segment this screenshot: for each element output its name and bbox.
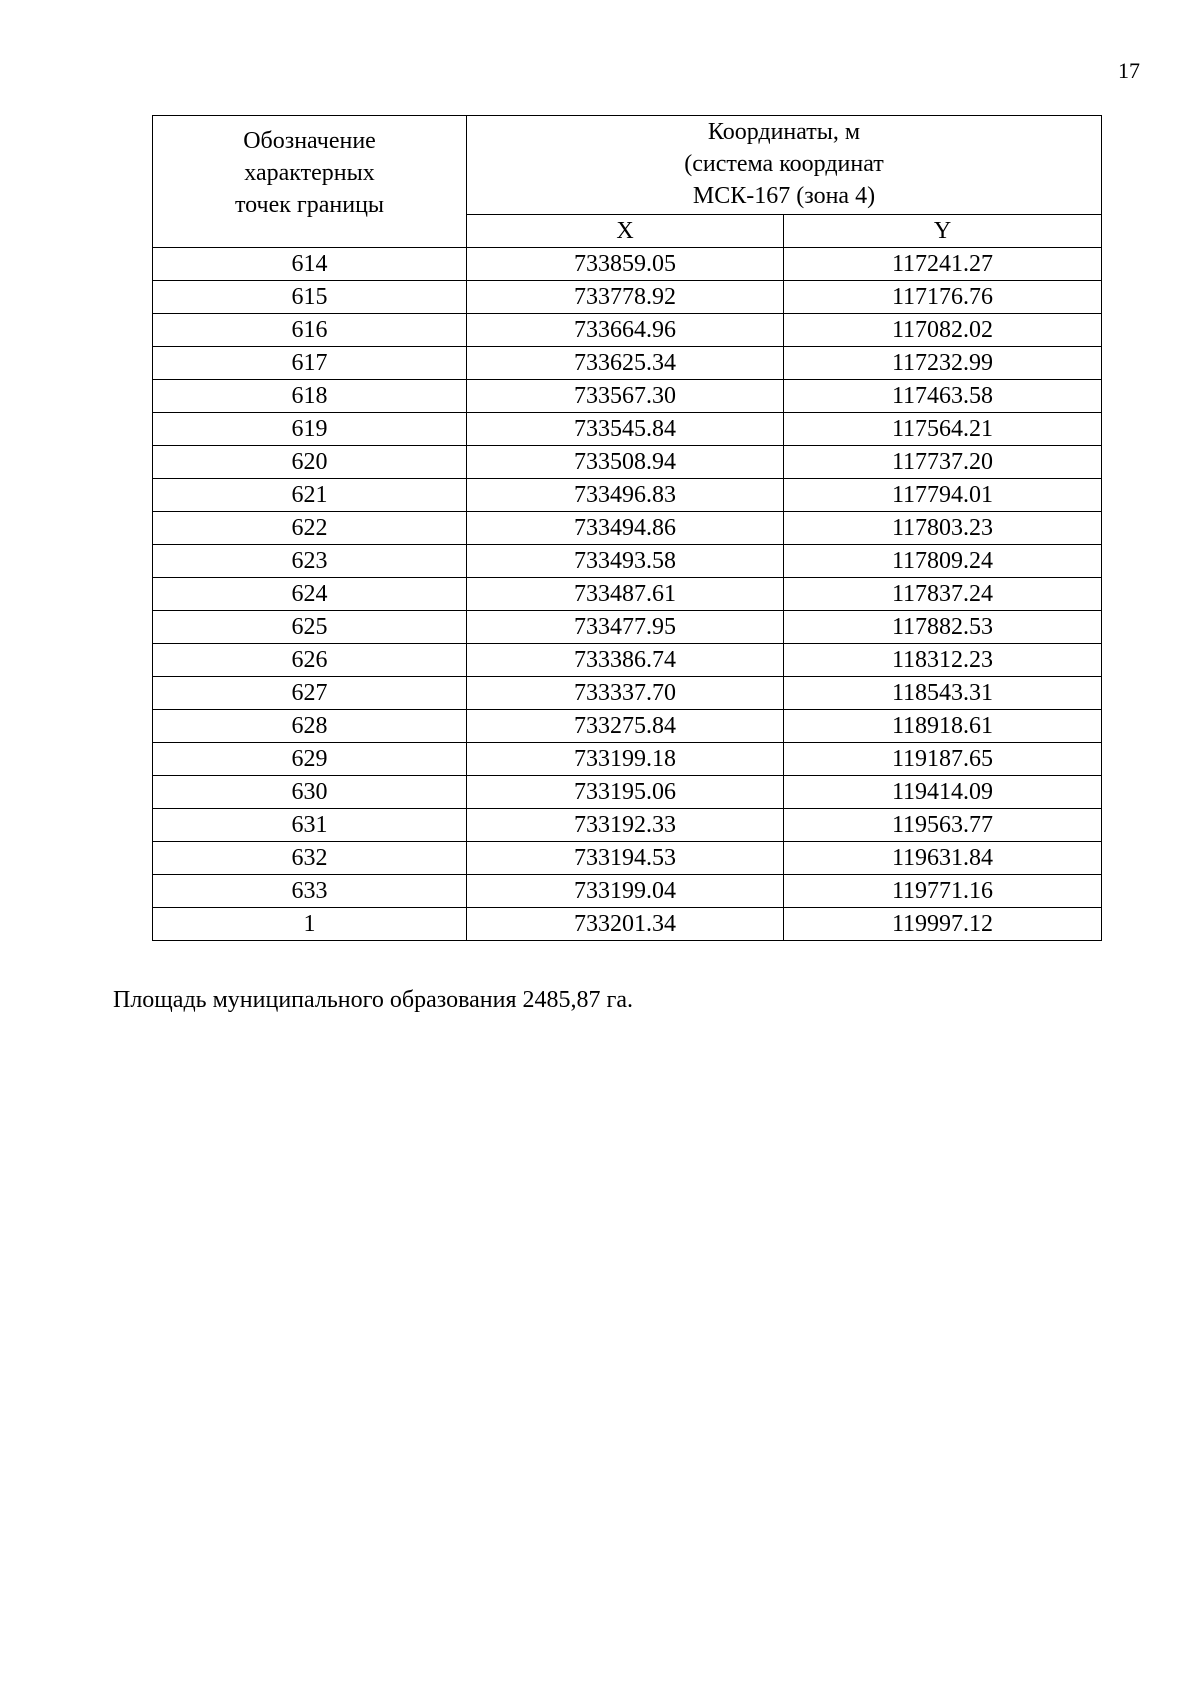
point-header-line: Обозначение [243, 127, 376, 154]
y-cell: 117241.27 [784, 248, 1102, 281]
x-cell: 733195.06 [467, 776, 784, 809]
x-cell: 733545.84 [467, 413, 784, 446]
point-cell: 633 [153, 875, 467, 908]
x-cell: 733778.92 [467, 281, 784, 314]
x-cell: 733199.18 [467, 743, 784, 776]
y-cell: 117463.58 [784, 380, 1102, 413]
y-cell: 119414.09 [784, 776, 1102, 809]
y-cell: 117082.02 [784, 314, 1102, 347]
x-cell: 733199.04 [467, 875, 784, 908]
y-cell: 117737.20 [784, 446, 1102, 479]
point-cell: 623 [153, 545, 467, 578]
point-header-line: точек границы [234, 191, 385, 218]
y-cell: 117564.21 [784, 413, 1102, 446]
table-row [153, 413, 1102, 446]
table-row [153, 446, 1102, 479]
point-cell: 620 [153, 446, 467, 479]
y-cell: 119187.65 [784, 743, 1102, 776]
point-cell: 630 [153, 776, 467, 809]
table-row [153, 281, 1102, 314]
coordinates-column-header [467, 116, 1102, 215]
table-row [153, 512, 1102, 545]
point-cell: 614 [153, 248, 467, 281]
x-cell: 733194.53 [467, 842, 784, 875]
x-cell: 733493.58 [467, 545, 784, 578]
y-cell: 118312.23 [784, 644, 1102, 677]
x-cell: 733386.74 [467, 644, 784, 677]
area-statement: Площадь муниципального образования 2485,87 га. [113, 987, 633, 1013]
table-row [153, 644, 1102, 677]
point-cell: 629 [153, 743, 467, 776]
page-number: 17 [1118, 58, 1140, 83]
y-cell: 117176.76 [784, 281, 1102, 314]
table-row [153, 479, 1102, 512]
y-cell: 117794.01 [784, 479, 1102, 512]
x-cell: 733275.84 [467, 710, 784, 743]
x-cell: 733337.70 [467, 677, 784, 710]
point-cell: 631 [153, 809, 467, 842]
y-cell: 118918.61 [784, 710, 1102, 743]
y-column-header: Y [784, 215, 1102, 248]
point-cell: 615 [153, 281, 467, 314]
table-row [153, 314, 1102, 347]
x-cell: 733496.83 [467, 479, 784, 512]
point-cell: 621 [153, 479, 467, 512]
table-row [153, 248, 1102, 281]
point-cell: 619 [153, 413, 467, 446]
x-cell: 733487.61 [467, 578, 784, 611]
table-row [153, 578, 1102, 611]
y-cell: 117882.53 [784, 611, 1102, 644]
table-row [153, 380, 1102, 413]
y-cell: 118543.31 [784, 677, 1102, 710]
table-row [153, 710, 1102, 743]
point-cell: 622 [153, 512, 467, 545]
x-cell: 733859.05 [467, 248, 784, 281]
point-header-line: характерных [244, 159, 375, 186]
coordinates-table [152, 115, 1102, 941]
point-column-header [153, 116, 467, 248]
y-cell: 119631.84 [784, 842, 1102, 875]
x-cell: 733494.86 [467, 512, 784, 545]
point-cell: 1 [153, 908, 467, 941]
y-cell: 117837.24 [784, 578, 1102, 611]
y-cell: 117809.24 [784, 545, 1102, 578]
y-cell: 119563.77 [784, 809, 1102, 842]
point-cell: 616 [153, 314, 467, 347]
table-row [153, 743, 1102, 776]
x-cell: 733567.30 [467, 380, 784, 413]
table-row [153, 347, 1102, 380]
coordinates-header-line: Координаты, м [707, 119, 861, 145]
table-row [153, 842, 1102, 875]
table-row [153, 545, 1102, 578]
x-cell: 733625.34 [467, 347, 784, 380]
point-cell: 627 [153, 677, 467, 710]
table-row [153, 809, 1102, 842]
table-row [153, 677, 1102, 710]
table-row [153, 611, 1102, 644]
point-cell: 618 [153, 380, 467, 413]
x-cell: 733192.33 [467, 809, 784, 842]
x-column-header: X [467, 215, 784, 248]
x-cell: 733508.94 [467, 446, 784, 479]
y-cell: 119997.12 [784, 908, 1102, 941]
table-row [153, 908, 1102, 941]
point-cell: 628 [153, 710, 467, 743]
point-cell: 632 [153, 842, 467, 875]
x-cell: 733664.96 [467, 314, 784, 347]
table-body [153, 248, 1102, 941]
point-cell: 626 [153, 644, 467, 677]
y-cell: 117803.23 [784, 512, 1102, 545]
point-cell: 625 [153, 611, 467, 644]
coordinates-header-line: (система координат [684, 151, 884, 177]
table-row [153, 776, 1102, 809]
x-cell: 733201.34 [467, 908, 784, 941]
y-cell: 117232.99 [784, 347, 1102, 380]
x-cell: 733477.95 [467, 611, 784, 644]
point-cell: 617 [153, 347, 467, 380]
table-row [153, 875, 1102, 908]
y-cell: 119771.16 [784, 875, 1102, 908]
coordinates-header-line: МСК-167 (зона 4) [692, 183, 876, 209]
point-cell: 624 [153, 578, 467, 611]
